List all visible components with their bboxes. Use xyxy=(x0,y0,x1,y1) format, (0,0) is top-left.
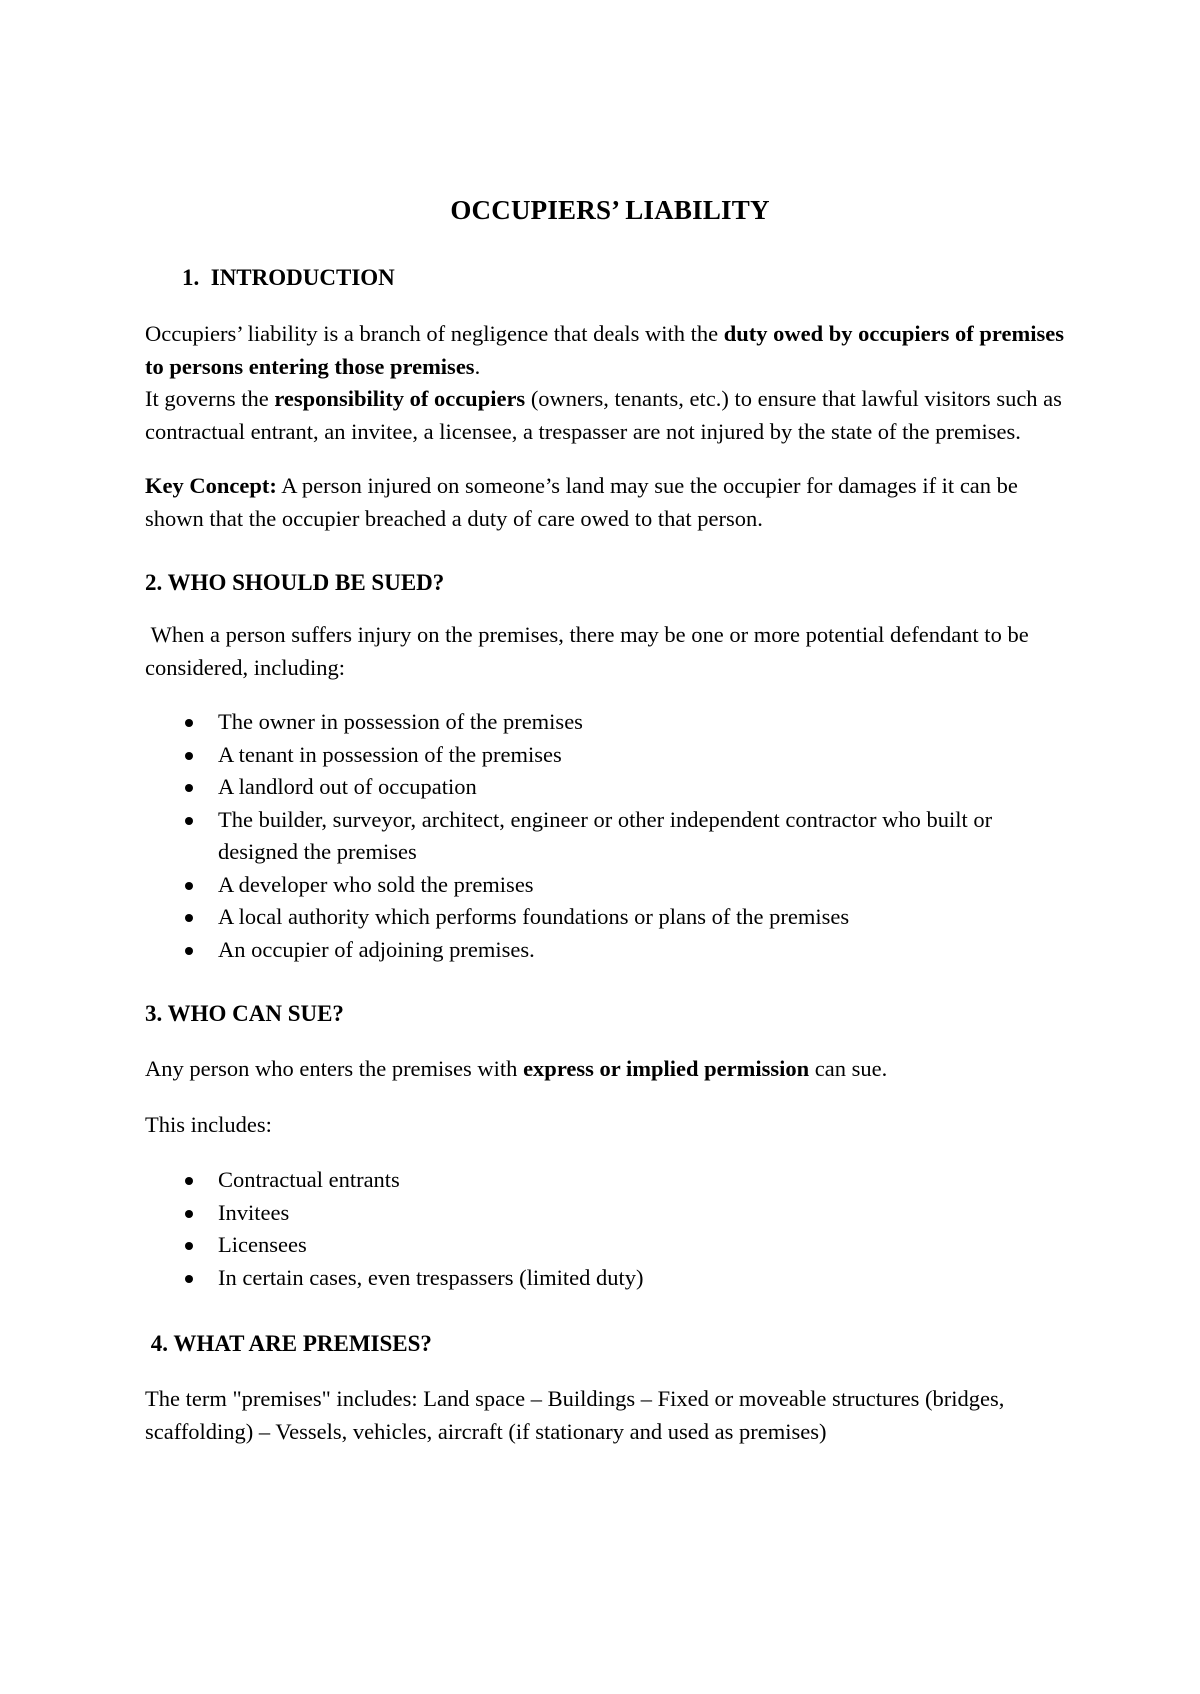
intro-p2-end: (owners, tenants, etc.) to ensure that lawful visitors such as contractual entrant, an invitee, a licensee, a trespasser are not injured by the state of the premises. xyxy=(145,386,1062,444)
section-heading-who-should-be-sued: 2. WHO SHOULD BE SUED? xyxy=(145,570,445,595)
sue-paragraph-2: This includes: xyxy=(145,1111,272,1137)
list-item-text: The builder, surveyor, architect, engineer or other independent contractor who built or designed the premises xyxy=(218,806,993,864)
intro-p2-text: It governs the xyxy=(145,386,275,411)
document-body xyxy=(145,192,1075,1448)
intro-paragraph-2 xyxy=(145,383,1075,448)
section-heading-what-are-premises: 4. WHAT ARE PREMISES? xyxy=(145,1331,432,1356)
list-item xyxy=(145,1164,1075,1197)
list-item xyxy=(145,1197,1075,1230)
list-item-text: A tenant in possession of the premises xyxy=(218,741,562,767)
section-heading-who-can-sue: 3. WHO CAN SUE? xyxy=(145,1001,344,1026)
list-item-text: A local authority which performs foundations or plans of the premises xyxy=(218,904,850,929)
section-heading-introduction: 1. INTRODUCTION xyxy=(182,265,395,290)
list-item xyxy=(145,739,1075,772)
list-item-text: Invitees xyxy=(218,1199,290,1225)
key-concept-paragraph xyxy=(145,470,1075,535)
list-item-text: An occupier of adjoining premises. xyxy=(218,936,535,962)
list-item xyxy=(145,869,1075,902)
bullet-icon xyxy=(185,752,193,760)
intro-p1-text: Occupiers’ liability is a branch of negligence that deals with the xyxy=(145,321,724,346)
list-item xyxy=(145,804,1075,869)
list-item xyxy=(145,934,1075,967)
intro-p1-bold: duty owed by occupiers of premises to persons entering those premises xyxy=(145,321,1064,379)
bullet-icon xyxy=(185,947,193,955)
list-item xyxy=(145,1229,1075,1262)
sued-intro-paragraph: When a person suffers injury on the premises, there may be one or more potential defendant to be considered, including: xyxy=(145,622,1029,680)
list-item-text: Contractual entrants xyxy=(218,1167,400,1192)
list-item-text: The owner in possession of the premises xyxy=(218,709,583,734)
bullet-icon xyxy=(185,784,193,792)
intro-p2-bold: responsibility of occupiers xyxy=(274,386,526,411)
list-item-text: A landlord out of occupation xyxy=(218,774,477,799)
list-item xyxy=(145,706,1075,739)
sue-p1-bold: express or implied permission xyxy=(523,1056,810,1081)
bullet-icon xyxy=(185,1177,193,1185)
bullet-icon xyxy=(185,882,193,890)
premises-paragraph: The term "premises" includes: Land space – Buildings – Fixed or moveable structures (bridges, scaffolding) – Vessels, vehicles, aircraft (if stationary and used as premises) xyxy=(145,1386,1005,1444)
list-item-text: In certain cases, even trespassers (limited duty) xyxy=(218,1264,644,1290)
intro-p1-end: . xyxy=(474,353,481,379)
bullet-icon xyxy=(185,719,193,727)
key-concept-text: A person injured on someone’s land may sue the occupier for damages if it can be shown that the occupier breached a duty of care owed to that person. xyxy=(145,473,1018,531)
list-item-text: A developer who sold the premises xyxy=(218,871,534,897)
claimants-list xyxy=(145,1164,1075,1294)
list-item xyxy=(145,901,1075,934)
document-title: OCCUPIERS’ LIABILITY xyxy=(450,195,770,225)
bullet-icon xyxy=(185,1242,193,1250)
list-item xyxy=(145,771,1075,804)
bullet-icon xyxy=(185,1210,193,1218)
bullet-icon xyxy=(185,817,193,825)
list-item xyxy=(145,1262,1075,1295)
sue-paragraph-1 xyxy=(145,1053,1075,1086)
sue-p1-end: can sue. xyxy=(809,1056,888,1081)
list-item-text: Licensees xyxy=(218,1232,307,1257)
bullet-icon xyxy=(185,1275,193,1283)
key-concept-label: Key Concept: xyxy=(145,473,277,498)
sue-p1-text: Any person who enters the premises with xyxy=(145,1056,524,1081)
defendants-list xyxy=(145,706,1075,966)
intro-paragraph-1 xyxy=(145,318,1075,383)
bullet-icon xyxy=(185,914,193,922)
